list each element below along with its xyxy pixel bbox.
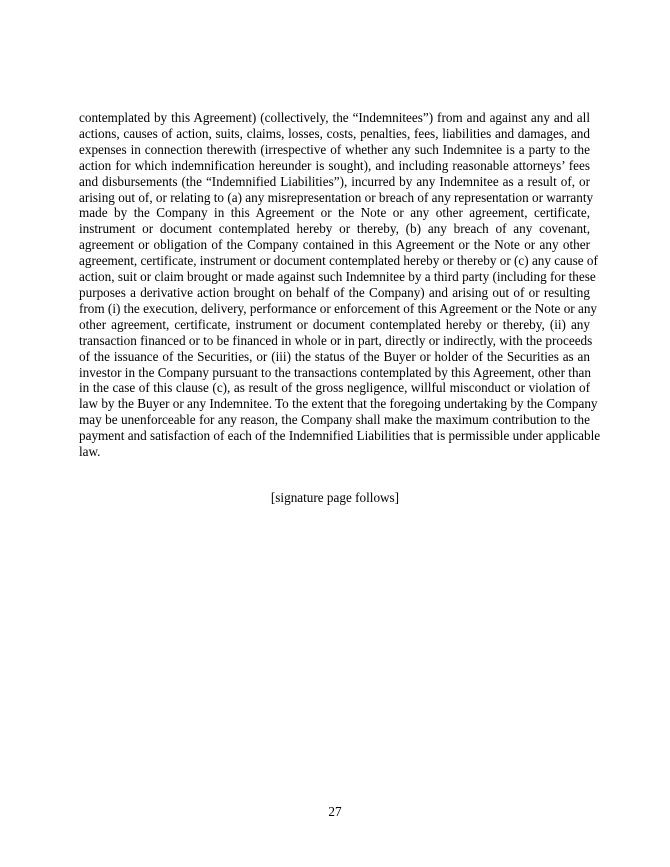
- paragraph-line: action for which indemnification hereunder is sought), and including reasonable attorneys’ fees: [79, 157, 590, 173]
- paragraph-line: actions, causes of action, suits, claims, losses, costs, penalties, fees, liabilities and damages, and: [79, 125, 590, 141]
- paragraph-line: law by the Buyer or any Indemnitee. To the extent that the foregoing undertaking by the Company: [79, 396, 598, 412]
- signature-page-note: [signature page follows]: [270, 490, 400, 505]
- paragraph-line: arising out of, or relating to (a) any misrepresentation or breach of any representation or warranty: [79, 189, 594, 205]
- paragraph-line: contemplated by this Agreement) (collectively, the “Indemnitees”) from and against any and all: [79, 110, 590, 125]
- paragraph-line: purposes a derivative action brought on behalf of the Company) and arising out of or resulting: [79, 284, 590, 300]
- paragraph-line: agreement or obligation of the Company contained in this Agreement or the Note or any other: [79, 237, 590, 253]
- paragraph-line: action, suit or claim brought or made against such Indemnitee by a third party (including for these: [79, 269, 596, 285]
- paragraph-line: may be unenforceable for any reason, the Company shall make the maximum contribution to the: [79, 412, 590, 428]
- paragraph-line: of the issuance of the Securities, or (iii) the status of the Buyer or holder of the Securities as an: [79, 348, 590, 364]
- paragraph-line: investor in the Company pursuant to the transactions contemplated by this Agreement, other than: [79, 364, 592, 380]
- paragraph-line: instrument or document contemplated hereby or thereby, (b) any breach of any covenant,: [79, 221, 590, 237]
- page-number: 27: [328, 804, 342, 819]
- paragraph-line: agreement, certificate, instrument or document contemplated hereby or thereby or (c) any cause of: [79, 253, 598, 269]
- paragraph-line: law.: [79, 444, 101, 460]
- indemnification-paragraph: [79, 110, 601, 460]
- paragraph-line: made by the Company in this Agreement or the Note or any other agreement, certificate,: [79, 205, 590, 221]
- paragraph-line: transaction financed or to be financed in whole or in part, directly or indirectly, with the proceeds: [79, 332, 593, 348]
- paragraph-line: in the case of this clause (c), as result of the gross negligence, willful misconduct or violation of: [79, 380, 590, 396]
- paragraph-line: other agreement, certificate, instrument or document contemplated hereby or thereby, (ii) any: [79, 316, 590, 332]
- paragraph-line: payment and satisfaction of each of the Indemnified Liabilities that is permissible under applicable: [79, 428, 601, 444]
- paragraph-line: and disbursements (the “Indemnified Liabilities”), incurred by any Indemnitee as a result of, or: [79, 173, 590, 189]
- paragraph-line: from (i) the execution, delivery, performance or enforcement of this Agreement or the Note or any: [79, 300, 598, 316]
- paragraph-line: expenses in connection therewith (irrespective of whether any such Indemnitee is a party to the: [79, 141, 590, 157]
